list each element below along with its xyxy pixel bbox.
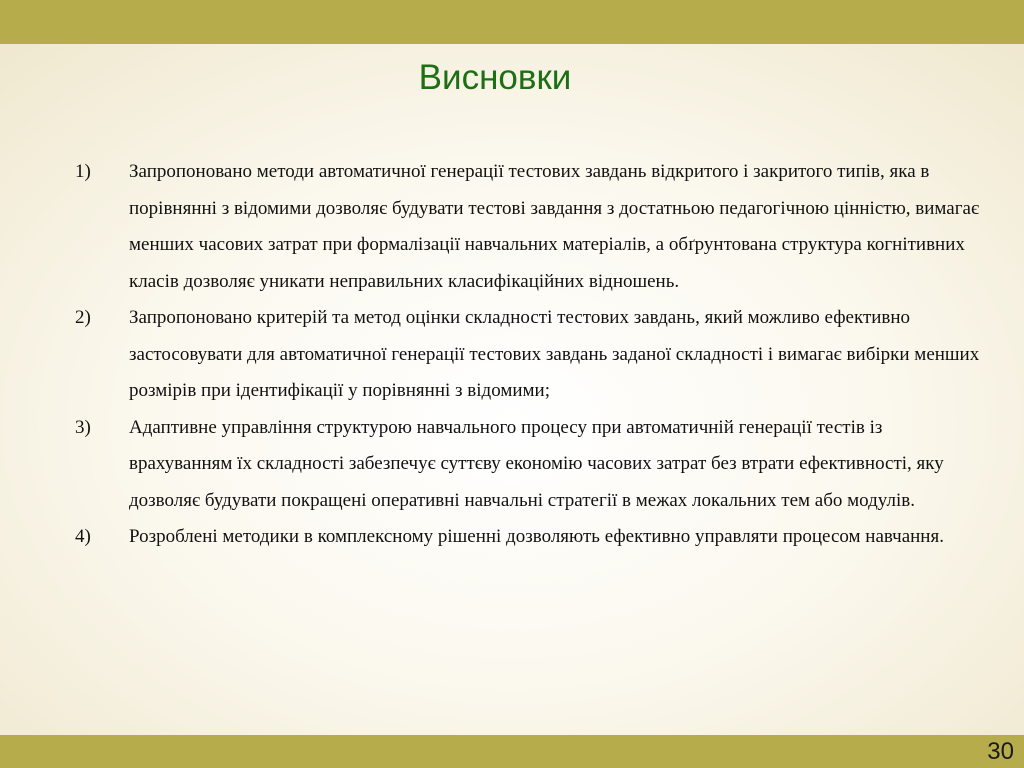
top-decor-bar	[0, 0, 1024, 44]
item-text: Адаптивне управління структурою навчального процесу при автоматичній генерації тестів із врахуванням їх складності забезпечує суттєву економію часових затрат без втрати ефективності, яку дозволяє будувати покращені оперативні навчальні стратегії в межах локальних тем або модулів.	[129, 416, 944, 511]
item-number: 4)	[75, 526, 91, 547]
list-item	[75, 410, 980, 520]
item-number: 3)	[75, 416, 91, 438]
bottom-decor-bar	[0, 735, 1024, 768]
item-text: Запропоновано методи автоматичної генерації тестових завдань відкритого і закритого типів, яка в порівнянні з відомими дозволяє будувати тестові завдання з достатньою педагогічною цінністю, вимагає менших часових затрат при формалізації навчальних матеріалів, а обґрунтована структура когнітивних класів дозволяє уникати неправильних класифікаційних відношень.	[129, 161, 980, 292]
item-number: 1)	[75, 161, 91, 182]
item-text: Розроблені методики в комплексному рішенні дозволяють ефективно управляти процесом навчання.	[129, 526, 944, 547]
slide-number: 30	[987, 738, 1014, 765]
list-item	[75, 154, 980, 300]
slide-title: Висновки	[418, 58, 572, 97]
conclusions-list	[75, 154, 980, 556]
item-number: 2)	[75, 307, 91, 328]
item-text: Запропоновано критерій та метод оцінки складності тестових завдань, який можливо ефективно застосовувати для автоматичної генерації тестових завдань заданої складності і вимагає вибірки менших розмірів при ідентифікації у порівнянні з відомими;	[129, 307, 980, 401]
list-item	[75, 300, 980, 410]
list-item	[75, 519, 980, 556]
